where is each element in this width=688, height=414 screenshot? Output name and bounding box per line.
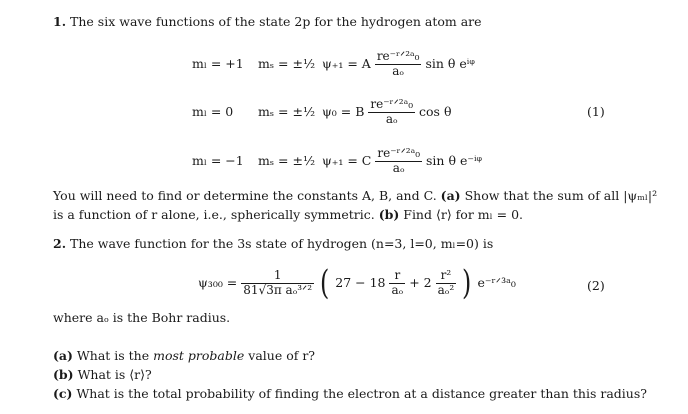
- fraction-denominator: aₒ: [392, 160, 405, 175]
- ml-value: mₗ = −1: [192, 153, 244, 169]
- fraction-denominator: aₒ: [392, 63, 405, 78]
- question-c-label: (c): [53, 386, 73, 401]
- problem-2-intro-text: The wave function for the 3s state of hydrogen (n=3, l=0, mₗ=0) is: [70, 236, 494, 251]
- part-b-text: Find ⟨r⟩ for mₗ = 0.: [403, 207, 523, 222]
- fraction-denominator: aₒ: [385, 111, 398, 126]
- problem-1-text-line-2: [53, 209, 523, 222]
- wavefunction-3s-equation: [198, 263, 516, 303]
- fraction-numerator: re⁻ʳᐟ²ᵃ₀: [376, 49, 420, 63]
- normalization-numerator: 1: [241, 269, 314, 284]
- fraction-numerator: r: [389, 269, 405, 284]
- wavefunction-row-0: [192, 98, 451, 127]
- angular-part: sin θ eⁱᵠ: [425, 56, 475, 72]
- polynomial-term-2: + 2: [409, 274, 432, 290]
- part-a-label: (a): [440, 188, 461, 203]
- wavefunction-row-minus1: [192, 147, 482, 176]
- problem-1-intro: [53, 16, 482, 29]
- psi-label: ψ₀ = B: [321, 104, 365, 120]
- question-c: [53, 388, 647, 401]
- r2-over-a2-fraction: [436, 269, 457, 298]
- angular-part: sin θ e⁻ⁱᵠ: [426, 153, 482, 169]
- fraction-numerator: re⁻ʳᐟ²ᵃ₀: [377, 146, 421, 160]
- radial-fraction: [368, 98, 415, 127]
- normalization-fraction: [241, 269, 314, 298]
- problem-1-text-line-1: [53, 190, 657, 203]
- question-b-text: What is ⟨r⟩?: [77, 367, 152, 382]
- problem-2-intro: [53, 238, 493, 251]
- part-b-label: (b): [378, 207, 400, 222]
- question-a-suffix: value of r?: [248, 348, 316, 363]
- exponential-factor: e⁻ʳᐟ³ᵃ₀: [477, 274, 516, 290]
- ms-value: mₛ = ±½: [257, 56, 316, 72]
- equation-number-1: (1): [587, 104, 605, 119]
- problem-1-number: 1.: [53, 14, 67, 29]
- question-a-label: (a): [53, 348, 73, 363]
- question-a-emphasis: most probable: [153, 348, 245, 363]
- wavefunction-row-plus1: [192, 50, 475, 79]
- psi-300-label: ψ₃₀₀ =: [198, 274, 238, 290]
- question-a-prefix: What is the: [76, 348, 150, 363]
- normalization-denominator: 81√3π aₒ³ᐟ²: [243, 282, 313, 297]
- fraction-denominator: aₒ: [391, 282, 404, 297]
- fraction-denominator: aₒ²: [437, 282, 455, 297]
- ml-value: mₗ = 0: [192, 104, 234, 120]
- question-b-label: (b): [53, 367, 74, 382]
- ml-value: mₗ = +1: [192, 56, 244, 72]
- equation-number-2: (2): [587, 278, 605, 293]
- r-over-a-fraction: [389, 269, 405, 298]
- psi-label: ψ₊₁ = C: [321, 153, 372, 169]
- problem-2-number: 2.: [53, 236, 67, 251]
- ms-value: mₛ = ±½: [257, 104, 316, 120]
- constants-sentence: You will need to find or determine the constants A, B, and C.: [53, 188, 437, 203]
- radial-fraction: [375, 147, 422, 176]
- problem-1-intro-text: The six wave functions of the state 2p for the hydrogen atom are: [70, 14, 482, 29]
- fraction-numerator: r²: [436, 269, 457, 284]
- radial-fraction: [375, 50, 422, 79]
- question-a: [53, 350, 315, 363]
- part-a-text: Show that the sum of all |ψₘₗ|²: [464, 188, 658, 203]
- angular-part: cos θ: [419, 104, 452, 120]
- left-paren: (: [319, 263, 330, 303]
- polynomial-term-1: 27 − 18: [335, 274, 386, 290]
- ms-value: mₛ = ±½: [257, 153, 316, 169]
- question-b: [53, 369, 152, 382]
- right-paren: ): [462, 263, 472, 303]
- question-c-text: What is the total probability of finding the electron at a distance greater than this radius?: [76, 386, 647, 401]
- psi-label: ψ₊₁ = A: [321, 56, 371, 72]
- bohr-radius-note: where aₒ is the Bohr radius.: [53, 310, 231, 325]
- fraction-numerator: re⁻ʳᐟ²ᵃ₀: [370, 97, 414, 111]
- symmetry-sentence: is a function of r alone, i.e., spherically symmetric.: [53, 207, 375, 222]
